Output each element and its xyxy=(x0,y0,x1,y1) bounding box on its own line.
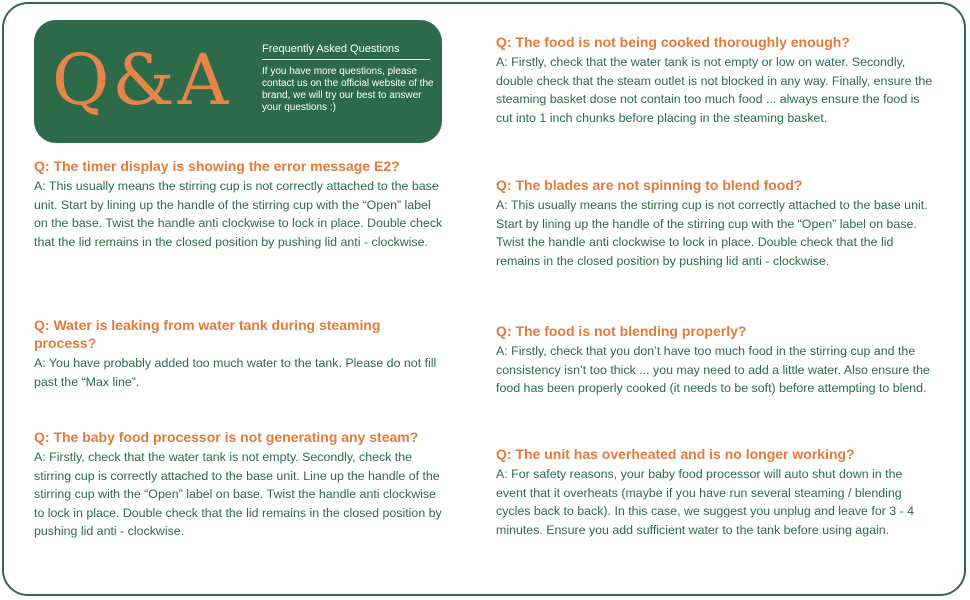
faq-item xyxy=(496,33,936,127)
faq-item xyxy=(34,428,446,541)
faq-answer: A: This usually means the stirring cup is not correctly attached to the base unit. Start by lining up the handle of the stirring cup with the “Open” label on base. Twist the handle anti clockwise to lock in place. Double check that the lid remains in the closed position by pushing lid anti - clockwise. xyxy=(496,198,928,268)
faq-answer: A: You have probably added too much water to the tank. Please do not fill past the “Max line”. xyxy=(34,356,437,389)
faq-item xyxy=(34,316,446,391)
faq-question: Q: The food is not blending properly? xyxy=(496,323,747,339)
faq-item xyxy=(496,176,936,270)
faq-answer: A: Firstly, check that you don’t have too much food in the stirring cup and the consistency isn’t too thick ... you may need to add a little water. Also ensure the food has been properly cooked (it needs to be soft) before attempting to blend. xyxy=(496,344,930,396)
faq-answer: A: This usually means the stirring cup is not correctly attached to the base unit. Start by lining up the handle of the stirring cup with the “Open” label on the base. Twist the handle anti clockwise to lock in place. Double check that the lid remains in the closed position by pushing lid anti - clockwise. xyxy=(34,179,443,249)
faq-answer: A: For safety reasons, your baby food processor will auto shut down in the event that it overheats (maybe if you have run several steaming / blending cycles back to back). In this case, we suggest you unplug and leave for 3 - 4 minutes. Ensure you add sufficient water to the tank before using again. xyxy=(496,467,915,537)
faq-question: Q: The blades are not spinning to blend food? xyxy=(496,177,803,193)
faq-item xyxy=(34,157,446,251)
faq-question: Q: The unit has overheated and is no longer working? xyxy=(496,446,855,462)
faq-question: Q: The timer display is showing the error message E2? xyxy=(34,158,400,174)
banner-title: Frequently Asked Questions xyxy=(262,43,400,55)
faq-item xyxy=(496,322,936,398)
faq-question: Q: The food is not being cooked thoroughly enough? xyxy=(496,34,850,50)
faq-banner xyxy=(34,20,442,143)
faq-answer: A: Firstly, check that the water tank is not empty or low on water. Secondly, double check that the steam outlet is not blocked in any way. Finally, ensure the steaming basket dose not contain too much food ... always ensure the food is cut into 1 inch chunks before placing in the steaming basket. xyxy=(496,55,933,125)
qa-logo: Q&A xyxy=(52,39,232,121)
faq-answer: A: Firstly, check that the water tank is not empty. Secondly, check the stirring cup is correctly attached to the base unit. Line up the handle of the stirring cup with the “Open” label on base. Twist the handle anti clockwise to lock in place. Double check that the lid remains in the closed position by pushing lid anti - clockwise. xyxy=(34,450,442,539)
faq-item xyxy=(496,445,936,539)
banner-divider xyxy=(262,59,430,60)
faq-question: Q: Water is leaking from water tank during steaming process? xyxy=(34,317,381,351)
banner-description: If you have more questions, please contact us on the official website of the brand, we will try our best to answer your questions :) xyxy=(262,66,434,113)
faq-question: Q: The baby food processor is not generating any steam? xyxy=(34,429,419,445)
